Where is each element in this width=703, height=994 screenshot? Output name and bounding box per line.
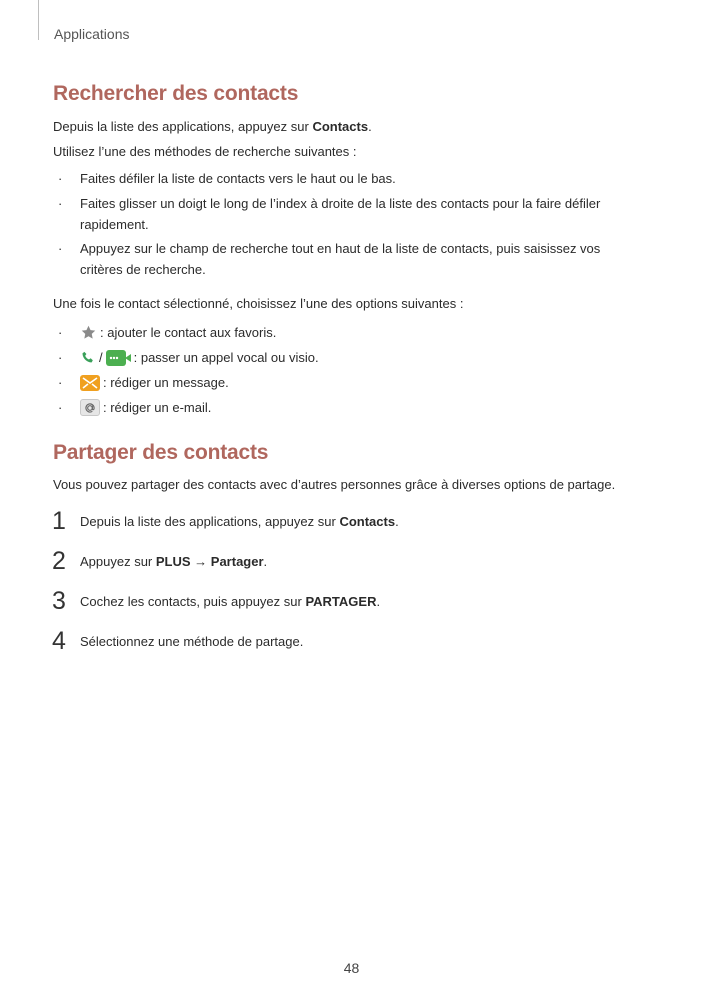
option-message-text: : rédiger un message.: [103, 375, 229, 390]
video-icon: [106, 350, 126, 366]
running-header: Applications: [54, 26, 130, 42]
bullet-dot: ·: [58, 196, 63, 211]
bullet-dot: ·: [58, 325, 63, 340]
bullet-dot: ·: [58, 400, 63, 415]
email-icon: [80, 399, 100, 416]
message-icon: [80, 375, 100, 391]
corner-rule: [38, 0, 39, 40]
option-call-text: : passer un appel vocal ou visio.: [133, 350, 319, 365]
method-item: Appuyez sur le champ de recherche tout en haut de la liste de contacts, puis saisissez vos critères de recherche.: [80, 241, 601, 277]
share-intro: Vous pouvez partager des contacts avec d’autres personnes grâce à diverses options de partage.: [53, 477, 616, 492]
bullet-dot: ·: [58, 350, 63, 365]
step-text: Depuis la liste des applications, appuyez sur Contacts.: [80, 514, 399, 529]
bullet-dot: ·: [58, 241, 63, 256]
step-text: Appuyez sur PLUS → Partager.: [80, 554, 268, 569]
search-intro: Depuis la liste des applications, appuyez sur Contacts.: [53, 119, 372, 134]
step-text: Cochez les contacts, puis appuyez sur PARTAGER.: [80, 594, 381, 609]
option-email: [80, 397, 211, 418]
call-separator: /: [99, 350, 103, 365]
step-number: 2: [52, 547, 66, 575]
methods-lead: Utilisez l’une des méthodes de recherche suivantes :: [53, 144, 357, 159]
section-title-share: Partager des contacts: [53, 441, 269, 464]
bullet-dot: ·: [58, 375, 63, 390]
bullet-dot: ·: [58, 171, 63, 186]
options-lead: Une fois le contact sélectionné, choisissez l’une des options suivantes :: [53, 296, 464, 311]
phone-icon: [80, 350, 96, 366]
section-title-search: Rechercher des contacts: [53, 82, 299, 105]
option-email-text: : rédiger un e-mail.: [103, 400, 212, 415]
option-favorite: [80, 322, 276, 343]
option-message: [80, 372, 229, 393]
method-item: Faites défiler la liste de contacts vers le haut ou le bas.: [80, 171, 396, 186]
step-number: 4: [52, 627, 66, 655]
page-number: 48: [343, 960, 360, 976]
option-favorite-text: : ajouter le contact aux favoris.: [100, 325, 277, 340]
star-icon: [80, 324, 97, 341]
video-tail-icon: [125, 353, 131, 363]
step-number: 3: [52, 587, 66, 615]
option-call: [80, 347, 319, 368]
step-number: 1: [52, 507, 66, 535]
step-text: Sélectionnez une méthode de partage.: [80, 634, 304, 649]
method-item: Faites glisser un doigt le long de l’index à droite de la liste des contacts pour la faire défiler rapidement.: [80, 196, 601, 232]
